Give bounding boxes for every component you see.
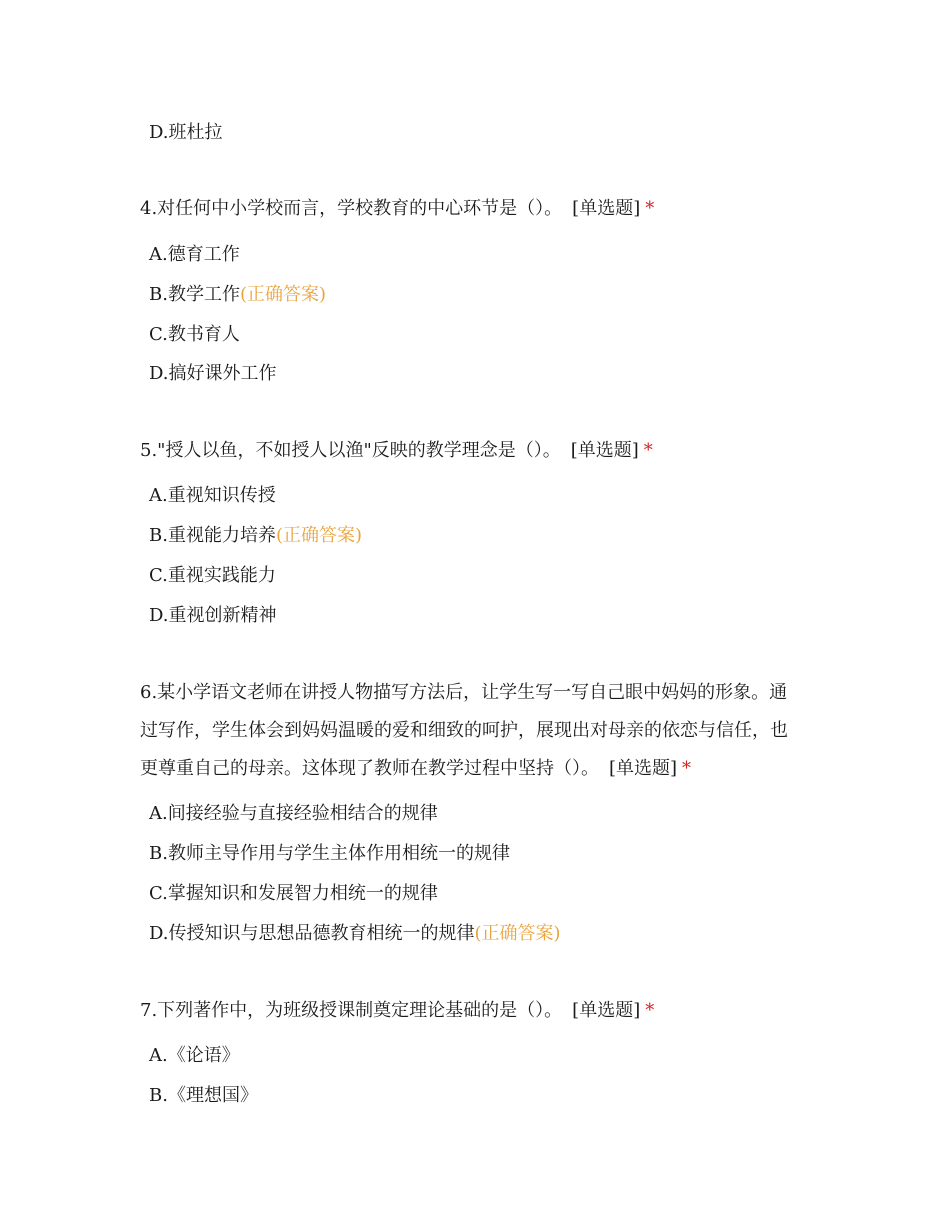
question-type: [单选题]: [609, 758, 678, 779]
option-text: C.教书育人: [149, 324, 240, 345]
question-7-option-a: [149, 1036, 240, 1076]
question-type: [单选题]: [572, 198, 641, 219]
question-type: [单选题]: [570, 440, 639, 461]
option-text: C.掌握知识和发展智力相统一的规律: [149, 883, 438, 904]
question-4-title: [140, 189, 654, 229]
option-text: C.重视实践能力: [149, 565, 276, 586]
option-text: A.德育工作: [149, 244, 240, 265]
option-text: B.重视能力培养: [149, 525, 276, 546]
option-text: A.《论语》: [149, 1045, 240, 1066]
question-text: 更尊重自己的母亲。这体现了教师在教学过程中坚持（）。: [140, 758, 599, 779]
question-6-option-d: [149, 914, 561, 954]
option-text: B.教学工作: [149, 284, 240, 305]
correct-answer-tag: (正确答案): [275, 525, 362, 546]
question-type: [单选题]: [572, 1000, 641, 1021]
required-marker: *: [643, 440, 653, 461]
question-7-option-b: [149, 1076, 258, 1116]
question-5-option-a: [149, 476, 276, 516]
required-marker: *: [645, 198, 655, 219]
question-6-option-c: [149, 874, 438, 914]
option-text: D.重视创新精神: [149, 605, 277, 626]
required-marker: *: [645, 1000, 655, 1021]
option-text: D.搞好课外工作: [149, 363, 277, 384]
option-text: D.班杜拉: [149, 122, 223, 143]
option-text: B.教师主导作用与学生主体作用相统一的规律: [149, 843, 510, 864]
option-d-previous: [149, 113, 223, 153]
question-6-option-a: [149, 794, 438, 834]
option-text: D.传授知识与思想品德教育相统一的规律: [149, 923, 475, 944]
question-5-title: [140, 431, 653, 471]
question-text: 6.某小学语文老师在讲授人物描写方法后，让学生写一写自己眼中妈妈的形象。通: [140, 682, 788, 703]
correct-answer-tag: (正确答案): [239, 284, 326, 305]
question-6-title-line-3: [140, 749, 691, 789]
option-text: A.重视知识传授: [149, 485, 276, 506]
question-text: 5."授人以鱼，不如授人以渔"反映的教学理念是（）。: [140, 440, 561, 461]
required-marker: *: [682, 758, 692, 779]
question-5-option-d: [149, 596, 277, 636]
option-text: A.间接经验与直接经验相结合的规律: [149, 803, 438, 824]
option-text: B.《理想国》: [149, 1085, 258, 1106]
question-5-option-c: [149, 556, 276, 596]
question-5-option-b: [149, 516, 362, 556]
question-text: 过写作，学生体会到妈妈温暖的爱和细致的呵护，展现出对母亲的依恋与信任，也: [140, 720, 788, 741]
question-4-option-d: [149, 354, 277, 394]
question-4-option-a: [149, 235, 240, 275]
question-text: 4.对任何中小学校而言，学校教育的中心环节是（）。: [140, 198, 563, 219]
question-text: 7.下列著作中，为班级授课制奠定理论基础的是（）。: [140, 1000, 563, 1021]
question-6-option-b: [149, 834, 510, 874]
question-6-title-line-1: [140, 673, 787, 713]
question-7-title: [140, 991, 654, 1031]
correct-answer-tag: (正确答案): [474, 923, 561, 944]
question-6-title-line-2: [140, 711, 788, 751]
question-4-option-b: [149, 275, 326, 315]
question-4-option-c: [149, 315, 240, 355]
